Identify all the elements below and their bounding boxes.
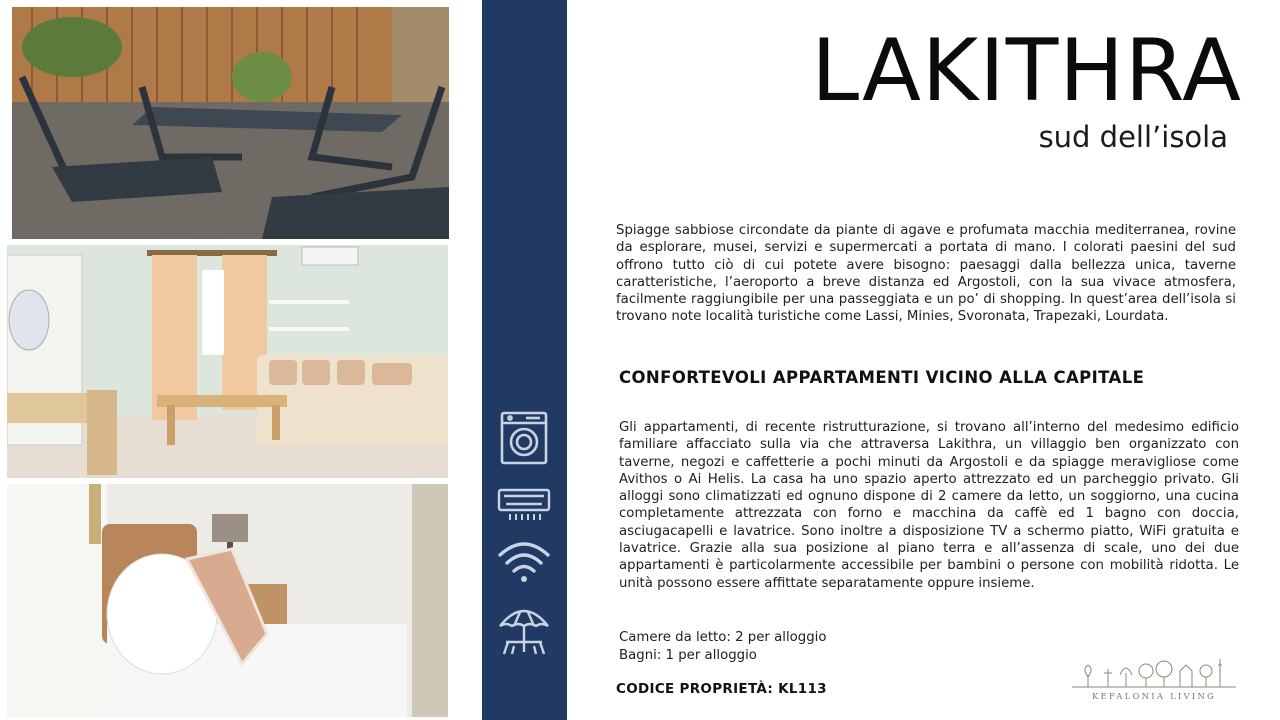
bathrooms-fact: Bagni: 1 per alloggio <box>619 647 757 663</box>
patio-photo <box>12 7 449 239</box>
section-paragraph: Gli appartamenti, di recente ristrutturazione, si trovano all’interno del medesimo edificio familiare affacciato sulla via che attraversa Lakithra, un villaggio ben organizzato con taverne, negozi e caffetterie a pochi minuti da Argostoli e da spiagge meravigliose come Avithos o Ai Helis. La casa ha uno spazio aperto attrezzato ed un parcheggio privato. Gli alloggi sono climatizzati ed ognuno dispone di 2 camere da letto, un soggiorno, una cucina completamente attrezzata con forno e macchina da caffè ed 1 bagno con doccia, asciugacapelli e lavatrice. Sono inoltre a disposizione TV a schermo piatto, WiFi gratuita e lavatrice. Grazie alla sua posizione al piano terra e all’assenza di scale, uno dei due appartamenti è particolarmente accessibile per bambini o persone con mobilità ridotta. Le unità possono essere affittate separatamente oppure insieme. <box>619 420 1239 591</box>
intro-paragraph: Spiagge sabbiose circondate da piante di agave e profumata macchia mediterranea, rovine da esplorare, musei, servizi e supermercati a portata di mano. I colorati paesini del sud offrono tutto ciò di cui potete avere bisogno: paesaggi dalla bellezza unica, taverne caratteristiche, l’aeroporto a breve distanza ed Argostoli, con la sua vivace atmosfera, facilmente raggiungibile per una passeggiata e un po’ di shopping. In quest’area dell’isola si trovano note località turistiche come Lassi, Minies, Svoronata, Trapezaki, Lourdata. <box>616 223 1236 325</box>
property-facts <box>619 629 827 664</box>
living-room-photo <box>7 245 448 478</box>
page-title: LAKITHRA <box>811 21 1242 121</box>
section-heading: CONFORTEVOLI APPARTAMENTI VICINO ALLA CAPITALE <box>619 368 1145 387</box>
bedrooms-fact: Camere da letto: 2 per alloggio <box>619 630 827 645</box>
washing-machine-icon <box>496 410 552 466</box>
property-code: CODICE PROPRIETÀ: KL113 <box>616 681 827 697</box>
patio-umbrella-icon <box>496 602 552 658</box>
wifi-icon <box>496 535 552 591</box>
page-subtitle: sud dell’isola <box>1038 120 1228 154</box>
logo-text: KEFALONIA LIVING <box>1091 692 1217 702</box>
air-conditioner-icon <box>496 478 552 534</box>
kefalonia-living-logo <box>1068 655 1240 707</box>
amenity-band <box>482 0 567 720</box>
bedroom-photo <box>7 484 448 717</box>
